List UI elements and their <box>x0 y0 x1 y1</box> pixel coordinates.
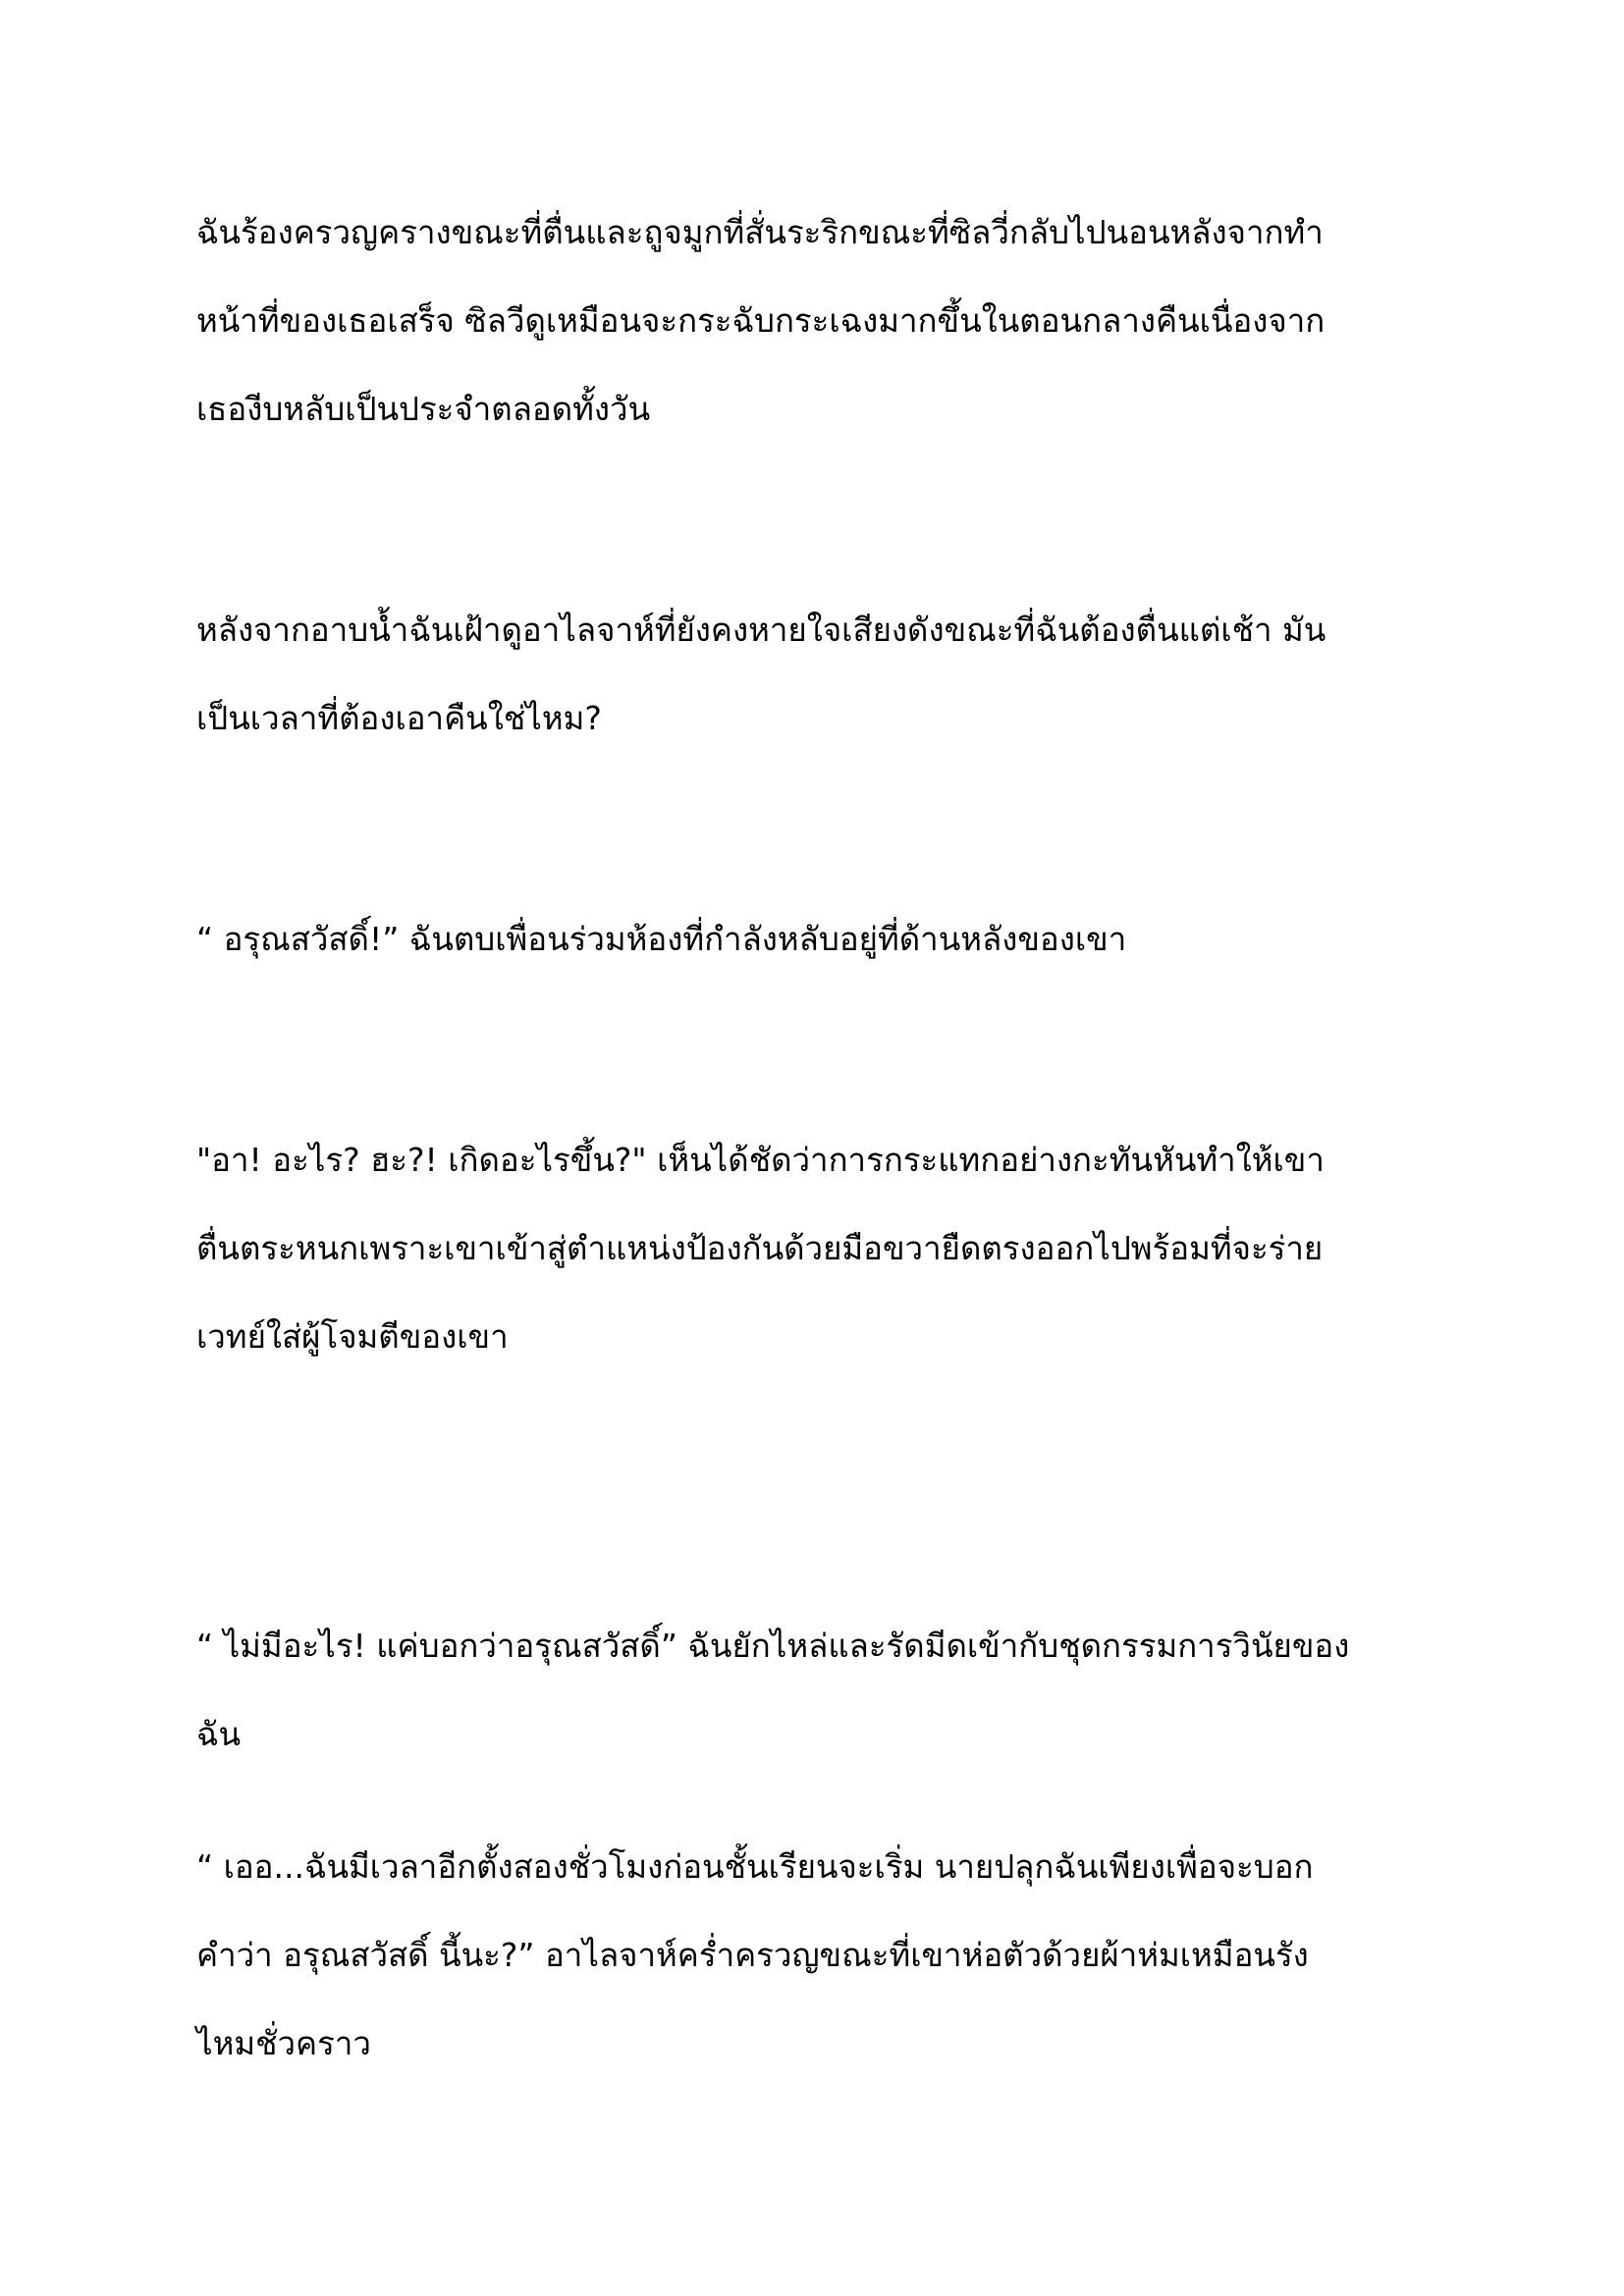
paragraph-6 <box>196 1823 1443 2088</box>
paragraph-line: ตื่นตระหนกเพราะเขาเข้าสู่ตำแหน่งป้องกันด้วยมือขวายืดตรงออกไปพร้อมที่จะร่าย <box>196 1229 1324 1267</box>
paragraph-line: เวทย์ใส่ผู้โจมตีของเขา <box>196 1317 509 1356</box>
paragraph-line: “ อรุณสวัสดิ์!” ฉันตบเพื่อนร่วมห้องที่กำลังหลับอยู่ที่ด้านหลังของเขา <box>196 920 1127 958</box>
paragraph-line: "อา! อะไร? ฮะ?! เกิดอะไรขึ้น?" เห็นได้ชัดว่าการกระแทกอย่างกะทันหันทำให้เขา <box>196 1141 1325 1179</box>
paragraph-1 <box>196 188 1443 454</box>
paragraph-line: ฉัน <box>196 1715 242 1753</box>
paragraph-line: คำว่า อรุณสวัสดิ์ นี้นะ?” อาไลจาห์คร่ำครวญขณะที่เขาห่อตัวด้วยผ้าห่มเหมือนรัง <box>196 1936 1309 1974</box>
paragraph-line: “ ไม่มีอะไร! แค่บอกว่าอรุณสวัสดิ์” ฉันยักไหล่และรัดมีดเข้ากับชุดกรรมการวินัยของ <box>196 1627 1350 1665</box>
paragraph-line: ฉันร้องครวญครางขณะที่ตื่นและถูจมูกที่สั่นระริกขณะที่ซิลวี่กลับไปนอนหลังจากทำ <box>196 213 1324 251</box>
paragraph-2 <box>196 586 1443 763</box>
paragraph-line: หน้าที่ของเธอเสร็จ ซิลวีดูเหมือนจะกระฉับกระเฉงมากขึ้นในตอนกลางคืนเนื่องจาก <box>196 301 1326 340</box>
paragraph-4 <box>196 1116 1443 1381</box>
paragraph-line: หลังจากอาบน้ำฉันเฝ้าดูอาไลจาห์ที่ยังคงหายใจเสียงดังขณะที่ฉันต้องตื่นแต่เช้า มัน <box>196 611 1326 649</box>
paragraph-line: เธองีบหลับเป็นประจำตลอดทั้งวัน <box>196 390 651 428</box>
paragraph-line: ไหมชั่วคราว <box>196 2024 371 2062</box>
paragraph-line: “ เออ...ฉันมีเวลาอีกตั้งสองชั่วโมงก่อนชั้นเรียนจะเริ่ม นายปลุกฉันเพียงเพื่อจะบอก <box>196 1847 1314 1886</box>
paragraph-5 <box>196 1602 1443 1779</box>
paragraph-3 <box>196 895 1443 984</box>
paragraph-line: เป็นเวลาที่ต้องเอาคืนใช่ไหม? <box>196 699 602 737</box>
